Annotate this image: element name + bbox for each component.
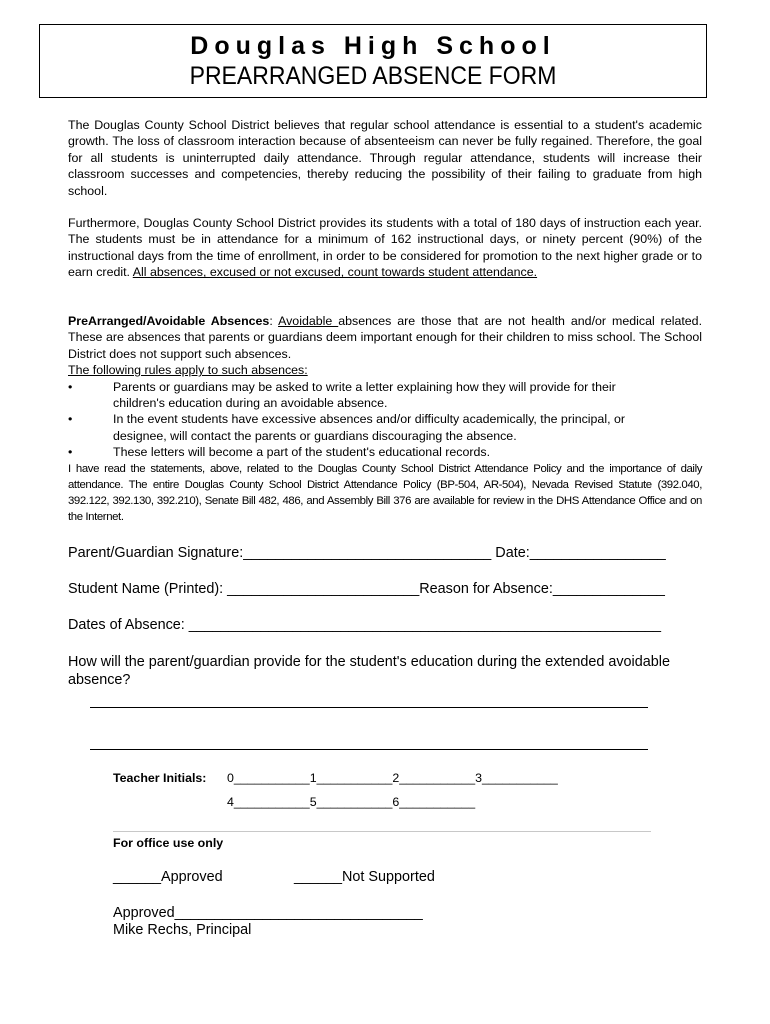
intro-paragraph-1-container	[68, 117, 702, 199]
intro-paragraph-2-container	[68, 215, 702, 281]
prearranged-text: absences are those that are not health and/or medical related. These are absences that parents or guardians deem important enough for their children to miss school. The School District does not support such absences.	[68, 314, 703, 361]
policy-statement: I have read the statements, above, related to the Douglas County School District Attendance Policy and the importance of daily attendance. The entire Douglas County School District Attendance Policy (BP-504, AR-504), Nevada Revised Statute (392.040, 392.122, 392.130, 392.210), Senate Bill 482, 486, and Assembly Bill 376 are available for review in the DHS Attendance Office and on the Internet.	[68, 462, 702, 523]
rules-list	[68, 379, 702, 461]
rule-item	[68, 379, 702, 412]
teacher-initials-label: Teacher Initials:	[113, 771, 207, 785]
parent-signature-field[interactable]: Parent/Guardian Signature:_______________________________ Date:_________________	[68, 545, 666, 561]
rule-text: In the event students have excessive absences and/or difficulty academically, the principal, or designee, will contact the parents or guardians discouraging the absence.	[113, 412, 625, 443]
student-name-field[interactable]: Student Name (Printed): ________________________Reason for Absence:______________	[68, 581, 665, 597]
prearranged-section	[68, 313, 702, 525]
intro-paragraph-1: The Douglas County School District believes that regular school attendance is essential to a student's academic growth. The loss of classroom interaction because of absenteeism can never be fully regained. Therefore, the goal for all students is uninterrupted daily attendance. Through regular attendance, students will increase their classroom successes and competencies, thereby reducing the possibility of their failing to graduate from high school.	[68, 118, 702, 198]
office-use-heading: For office use only	[113, 836, 224, 850]
avoidable-word: Avoidable	[278, 314, 339, 328]
intro-paragraph-2	[68, 215, 702, 281]
education-question: How will the parent/guardian provide for the student's education during the extended avoidable absence?	[68, 654, 670, 688]
rule-text: Parents or guardians may be asked to write a letter explaining how they will provide for their children's education during an avoidable absence.	[113, 379, 616, 411]
principal-name: Mike Rechs, Principal	[113, 922, 252, 938]
bullet-icon: •	[68, 379, 73, 394]
prearranged-heading: PreArranged/Avoidable Absences	[68, 314, 270, 328]
answer-line-2[interactable]	[90, 748, 648, 750]
teacher-initials-row-1[interactable]: 0___________1___________2___________3___________	[227, 771, 558, 785]
form-title: PREARRANGED ABSENCE FORM	[189, 62, 557, 90]
rule-item	[68, 444, 702, 460]
approved-checkbox-line[interactable]: ______Approved	[113, 869, 223, 885]
bullet-icon: •	[68, 445, 73, 460]
form-header-box	[39, 24, 707, 98]
not-supported-checkbox-line[interactable]: ______Not Supported	[294, 869, 435, 885]
prearranged-colon: :	[269, 314, 279, 328]
rule-item	[68, 411, 702, 444]
attendance-count-note: All absences, excused or not excused, count towards student attendance.	[132, 265, 538, 280]
intro-paragraph-2-text: Furthermore, Douglas County School District provides its students with a total of 180 days of instruction each year. The students must be in attendance for a minimum of 162 instructional days, or ninety percent (90%) of the instructional days from the time of enrollment, in order to be considered for promotion to the next higher grade or to earn credit.	[68, 216, 702, 280]
rules-heading: The following rules apply to such absences:	[68, 363, 308, 378]
office-divider	[113, 831, 651, 832]
prearranged-paragraph	[68, 313, 702, 362]
bullet-icon: •	[68, 412, 73, 427]
school-name: Douglas High School	[190, 32, 556, 60]
teacher-initials-row-2[interactable]: 4___________5___________6___________	[227, 795, 476, 809]
approved-signature-line[interactable]: Approved_______________________________	[113, 905, 423, 921]
rule-text: These letters will become a part of the student's educational records.	[113, 445, 491, 460]
dates-of-absence-field[interactable]: Dates of Absence: ___________________________________________________________	[68, 617, 661, 633]
answer-line-1[interactable]	[90, 706, 648, 708]
